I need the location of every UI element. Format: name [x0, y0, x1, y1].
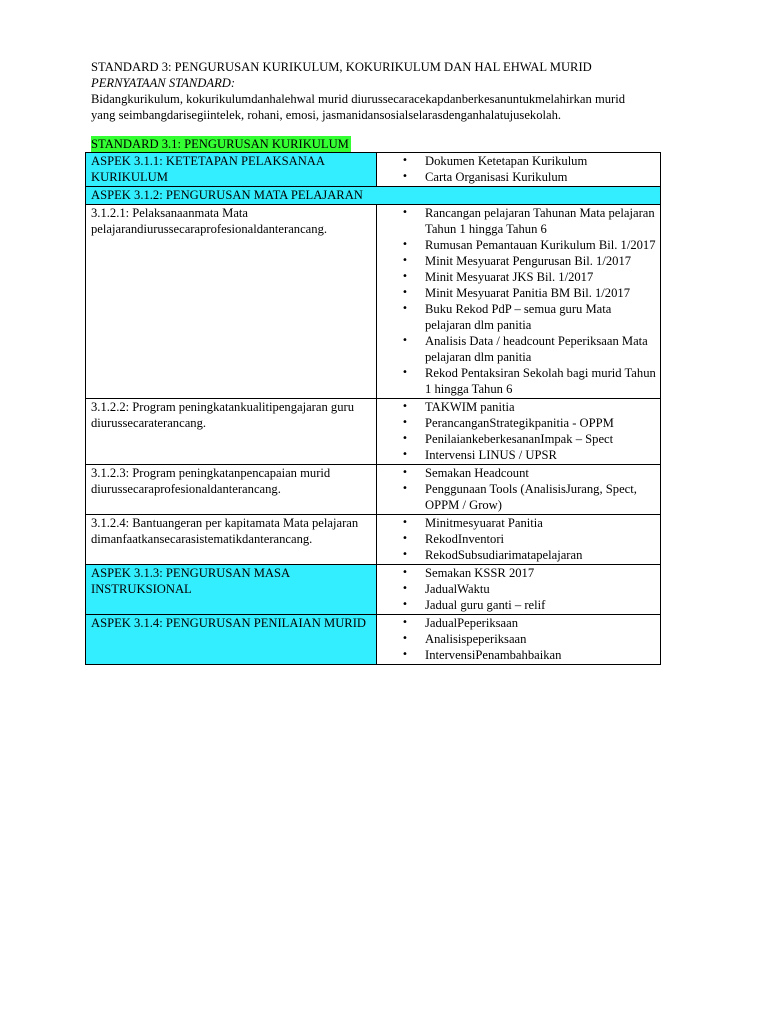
- item-3-1-2-4-label: 3.1.2.4: Bantuangeran per kapitamata Mata pelajaran dimanfaatkansecarasistematikdanterancang.: [86, 515, 377, 565]
- item-3-1-2-1-label: 3.1.2.1: Pelaksanaanmata Mata pelajarandiurussecaraprofesionaldanterancang.: [86, 205, 377, 399]
- list-item: • Rancangan pelajaran Tahunan Mata pelajaran Tahun 1 hingga Tahun 6: [377, 205, 656, 237]
- item-3-1-2-3-label: 3.1.2.3: Program peningkatanpencapaian murid diurussecaraprofesionaldanterancang.: [86, 465, 377, 515]
- list-item: • Minit Mesyuarat Panitia BM Bil. 1/2017: [377, 285, 656, 301]
- list-item: • Buku Rekod PdP – semua guru Mata pelajaran dlm panitia: [377, 301, 656, 333]
- aspek-3-1-4-label: ASPEK 3.1.4: PENGURUSAN PENILAIAN MURID: [86, 615, 377, 665]
- item-3-1-2-4-items: [377, 515, 661, 565]
- statement-text-line-2: yang seimbangdarisegiintelek, rohani, emosi, jasmanidansosialselarasdenganhalatujusekolah.: [91, 108, 562, 122]
- table-row: [86, 515, 661, 565]
- list-item: • Dokumen Ketetapan Kurikulum: [377, 153, 656, 169]
- document-header: [91, 59, 681, 123]
- evidence-list: [377, 465, 656, 513]
- evidence-list: [377, 615, 656, 663]
- evidence-list: [377, 515, 656, 563]
- list-item: • Penggunaan Tools (AnalisisJurang, Spect, OPPM / Grow): [377, 481, 656, 513]
- list-item: • Minitmesyuarat Panitia: [377, 515, 656, 531]
- list-item: • IntervensiPenambahbaikan: [377, 647, 656, 663]
- list-item: • PenilaiankeberkesananImpak – Spect: [377, 431, 656, 447]
- evidence-list: [377, 399, 656, 463]
- list-item: • Rekod Pentaksiran Sekolah bagi murid Tahun 1 hingga Tahun 6: [377, 365, 656, 397]
- list-item: • Carta Organisasi Kurikulum: [377, 169, 656, 185]
- item-3-1-2-2-items: [377, 399, 661, 465]
- list-item: • PerancanganStrategikpanitia - OPPM: [377, 415, 656, 431]
- evidence-list: [377, 565, 656, 613]
- list-item: • RekodSubsudiarimatapelajaran: [377, 547, 656, 563]
- aspek-3-1-3-items: [377, 565, 661, 615]
- standard-3-title: STANDARD 3: PENGURUSAN KURIKULUM, KOKURIKULUM DAN HAL EHWAL MURID: [91, 60, 592, 74]
- aspek-3-1-1-label: ASPEK 3.1.1: KETETAPAN PELAKSANAA KURIKULUM: [86, 153, 377, 187]
- list-item: • Analisispeperiksaan: [377, 631, 656, 647]
- table-row: [86, 153, 661, 187]
- table-row: [86, 399, 661, 465]
- list-item: • Analisis Data / headcount Peperiksaan Mata pelajaran dlm panitia: [377, 333, 656, 365]
- item-3-1-2-1-items: [377, 205, 661, 399]
- list-item: • Intervensi LINUS / UPSR: [377, 447, 656, 463]
- evidence-list: [377, 205, 656, 397]
- list-item: • Semakan Headcount: [377, 465, 656, 481]
- statement-text-line-1: Bidangkurikulum, kokurikulumdanhalehwal murid diurussecaracekapdanberkesanuntukmelahirkan murid: [91, 92, 626, 106]
- item-3-1-2-2-label: 3.1.2.2: Program peningkatankualitipengajaran guru diurussecaraterancang.: [86, 399, 377, 465]
- statement-label: PERNYATAAN STANDARD:: [91, 76, 236, 90]
- aspek-3-1-2-label: ASPEK 3.1.2: PENGURUSAN MATA PELAJARAN: [86, 187, 661, 205]
- list-item: • JadualWaktu: [377, 581, 656, 597]
- aspek-3-1-1-items: [377, 153, 661, 187]
- list-item: • Semakan KSSR 2017: [377, 565, 656, 581]
- aspek-3-1-3-label: ASPEK 3.1.3: PENGURUSAN MASA INSTRUKSIONAL: [86, 565, 377, 615]
- table-row: [86, 465, 661, 515]
- curriculum-table: [85, 152, 661, 665]
- aspek-3-1-4-items: [377, 615, 661, 665]
- list-item: • Minit Mesyuarat Pengurusan Bil. 1/2017: [377, 253, 656, 269]
- table-row: [86, 615, 661, 665]
- list-item: • Rumusan Pemantauan Kurikulum Bil. 1/2017: [377, 237, 656, 253]
- standard-3-1-title: STANDARD 3.1: PENGURUSAN KURIKULUM: [91, 137, 349, 151]
- list-item: • TAKWIM panitia: [377, 399, 656, 415]
- table-row: [86, 205, 661, 399]
- list-item: • RekodInventori: [377, 531, 656, 547]
- item-3-1-2-3-items: [377, 465, 661, 515]
- evidence-list: [377, 153, 656, 185]
- table-row: [86, 565, 661, 615]
- list-item: • JadualPeperiksaan: [377, 615, 656, 631]
- table-row: [86, 187, 661, 205]
- list-item: • Jadual guru ganti – relif: [377, 597, 656, 613]
- list-item: • Minit Mesyuarat JKS Bil. 1/2017: [377, 269, 656, 285]
